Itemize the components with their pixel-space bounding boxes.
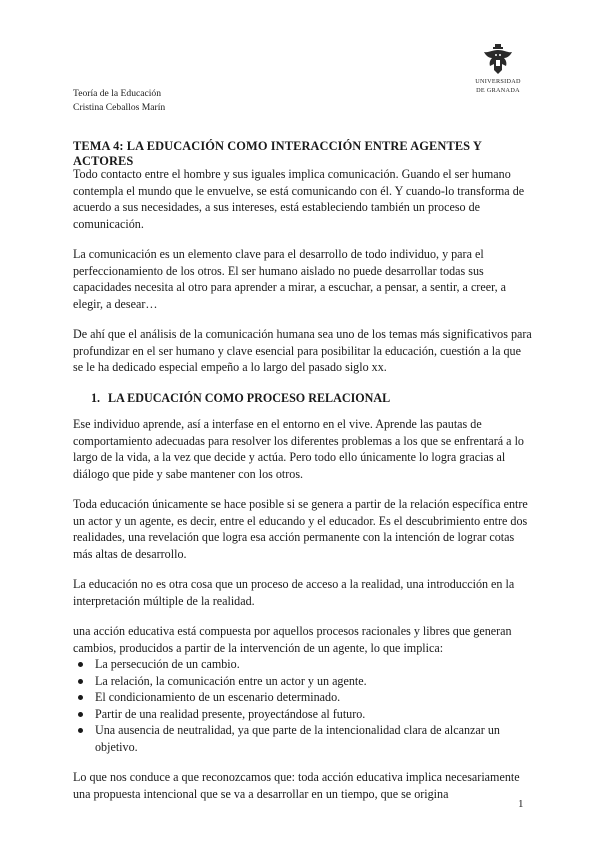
logo-line-2: DE GRANADA <box>476 87 520 94</box>
section-title: LA EDUCACIÓN COMO PROCESO RELACIONAL <box>108 390 391 405</box>
bullet-list <box>73 656 533 755</box>
list-item: La relación, la comunicación entre un actor y un agente. <box>73 673 533 690</box>
bullet-icon <box>78 695 83 700</box>
document-title: TEMA 4: LA EDUCACIÓN COMO INTERACCIÓN ENTRE AGENTES Y ACTORES <box>73 139 482 168</box>
section-heading <box>91 390 533 407</box>
university-logo <box>468 44 528 94</box>
paragraph: Lo que nos conduce a que reconozcamos que: toda acción educativa implica necesariamente una propuesta intencional que se va a desarrollar en un tiempo, que se origina <box>73 770 520 801</box>
logo-line-1: UNIVERSIDAD <box>475 78 521 85</box>
bullet-icon <box>78 662 83 667</box>
paragraph: La educación no es otra cosa que un proceso de acceso a la realidad, una introducción en la interpretación múltiple de la realidad. <box>73 577 515 608</box>
paragraph: Todo contacto entre el hombre y sus iguales implica comunicación. Guando el ser humano contempla el mundo que le envuelve, se está comunicando con él. Y cuando-lo transforma de acuerdo a sus necesidades, a sus intereses, está estableciendo también un proceso de comunicación. <box>73 167 525 231</box>
list-item: Una ausencia de neutralidad, ya que parte de la intencionalidad clara de alcanzar un objetivo. <box>73 722 533 755</box>
bullet-icon <box>78 728 83 733</box>
list-item: La persecución de un cambio. <box>73 656 533 673</box>
list-item: El condicionamiento de un escenario determinado. <box>73 689 533 706</box>
course-name: Teoría de la Educación <box>73 88 162 99</box>
paragraph: Ese individuo aprende, así a interfase en el entorno en el vive. Aprende las pautas de comportamiento adecuadas para resolver los diferentes problemas a los que se enfrentará a lo largo de la vida, a la vez que decide y actúa. Pero todo ello únicamente lo logra gracias al diálogo que pide y sabe mantener con los otros. <box>73 417 524 481</box>
bullet-icon <box>78 679 83 684</box>
bullet-icon <box>78 712 83 717</box>
paragraph: una acción educativa está compuesta por aquellos procesos racionales y libres que generan cambios, producidos a partir de la intervención de un agente, lo que implica: <box>73 624 512 655</box>
paragraph: Toda educación únicamente se hace posible si se genera a partir de la relación específica entre un actor y un agente, es decir, entre el educando y el educador. Es el descubrimiento entre dos realidades, una revelación que logra esa acción permanente con la intención de lograr cotas más altas de desarrollo. <box>73 497 528 561</box>
document-body <box>73 166 533 816</box>
page-number: 1 <box>518 798 524 810</box>
list-item: Partir de una realidad presente, proyectándose al futuro. <box>73 706 533 723</box>
document-header <box>73 87 165 115</box>
author-name: Cristina Ceballos Marín <box>73 102 166 113</box>
section-number: 1. <box>91 390 101 405</box>
paragraph: De ahí que el análisis de la comunicación humana sea uno de los temas más significativos para profundizar en el ser humano y clave esencial para posibilitar la educación, cuestión a la que se le ha dedicado especial empeño a lo largo del pasado siglo xx. <box>73 327 532 374</box>
university-crest-icon <box>482 44 514 76</box>
paragraph: La comunicación es un elemento clave para el desarrollo de todo individuo, y para el perfeccionamiento de los otros. El ser humano aislado no puede desarrollar todas sus capacidades necesita al otro para aprender a mirar, a escuchar, a pensar, a sentir, a creer, a elegir, a desear… <box>73 247 507 311</box>
